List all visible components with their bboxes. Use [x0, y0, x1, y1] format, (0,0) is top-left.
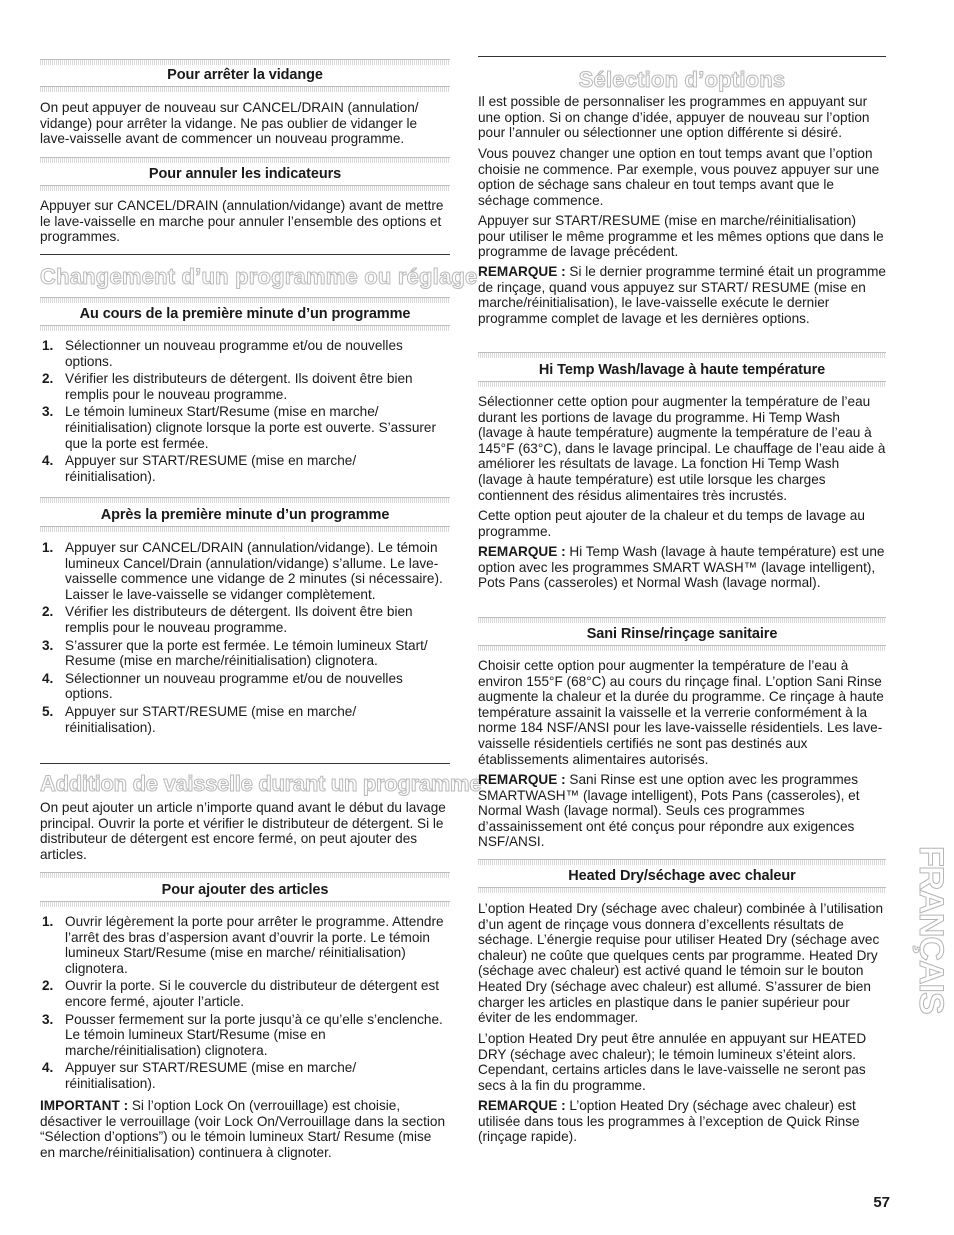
heading-rule [40, 254, 450, 255]
remark-note: REMARQUE : Sani Rinse est une option avec les programmes SMARTWASH™ (lavage intelligent), Pots Pans (casseroles), et Normal Wash (lavage normal). Seuls ces programmes d’assainissement ont été conçus pour répondre aux exigences NSF/ANSI. [478, 772, 860, 850]
remark-label: REMARQUE : [478, 1098, 566, 1113]
section-divider [40, 157, 450, 163]
list-item: 5. Appuyer sur START/RESUME (mise en marche/ réinitialisation). [42, 703, 357, 735]
section-divider [478, 859, 886, 865]
paragraph: On peut ajouter un article n’importe quand avant le début du lavage principal. Ouvrir la porte et vérifier le distributeur de détergent. Si le distributeur de détergent est encore fermé, on peut ajouter des articles. [40, 800, 446, 862]
section-divider [40, 901, 450, 907]
section-title: Hi Temp Wash/lavage à haute température [538, 362, 826, 378]
remark-note: REMARQUE : L’option Heated Dry (séchage avec chaleur) est utilisée dans tous les programmes à l’exception de Quick Rinse (rinçage rapide). [478, 1098, 860, 1145]
paragraph: Il est possible de personnaliser les programmes en appuyant sur une option. Si on change d’idée, appuyer de nouveau sur l’option pour l’annuler ou sélectionner une option différente si désiré. [478, 94, 870, 141]
paragraph: Choisir cette option pour augmenter la température de l’eau à environ 155°F (68°C) au cours du rinçage final. L’option Sani Rinse augmente la chaleur et la durée du programme. Ce rinçage à haute température assainit la vaisselle et la verrerie conformément à la norme 184 NSF/ANSI pour les lave-vaisselle résidentiels. Les lave-vaisselle résidentiels certifiés ne sont pas destinés aux établissements alimentaires autorisés. [478, 658, 884, 767]
section-divider [40, 526, 450, 532]
remark-label: REMARQUE : [478, 772, 566, 787]
section-title: Après la première minute d’un programme [100, 507, 390, 523]
list-item: 3. Le témoin lumineux Start/Resume (mise en marche/ réinitialisation) clignote lorsque la porte est ouverte. S’assurer que la porte est fermée. [42, 404, 436, 451]
list-item: 4. Appuyer sur START/RESUME (mise en marche/ réinitialisation). [42, 1060, 357, 1091]
paragraph: Appuyer sur START/RESUME (mise en marche/réinitialisation) pour utiliser le même programme et les mêmes options que dans le programme de lavage précédent. [478, 213, 884, 260]
page-number: 57 [873, 1194, 890, 1211]
list-item: 3. Pousser fermement sur la porte jusqu’à ce qu’elle s’enclenche. Le témoin lumineux Start/Resume (mise en marche/réinitialisation) clignotera. [42, 1011, 443, 1058]
numbered-list [40, 914, 450, 1092]
section-divider [40, 297, 450, 303]
remark-label: REMARQUE : [478, 544, 566, 559]
list-item: 4. Appuyer sur START/RESUME (mise en marche/ réinitialisation). [42, 453, 357, 484]
paragraph: Vous pouvez changer une option en tout temps avant que l’option choisie ne commence. Par exemple, vous pouvez appuyer sur une option de séchage sans chaleur en tout temps avant que le séchage commence. [478, 146, 880, 208]
list-item: 1. Appuyer sur CANCEL/DRAIN (annulation/vidange). Le témoin lumineux Cancel/Drain (annulation/vidange) s’allume. Le lave-vaisselle commence une vidange de 2 minutes (si nécessaire). Laisser le lave-vaisselle se vidanger complètement. [42, 540, 443, 602]
numbered-list [40, 540, 450, 735]
section-divider [40, 872, 450, 878]
heading-rule [40, 763, 450, 764]
section-divider [40, 59, 450, 65]
section-divider [478, 381, 886, 387]
section-title: Pour ajouter des articles [161, 882, 329, 898]
language-side-tab [896, 846, 950, 1096]
paragraph: Cette option peut ajouter de la chaleur et du temps de lavage au programme. [478, 508, 865, 539]
section-title: Sani Rinse/rinçage sanitaire [586, 626, 778, 642]
list-item: 2. Vérifier les distributeurs de détergent. Ils doivent être bien remplis pour le nouveau programme. [42, 371, 413, 402]
section-title: Pour arrêter la vidange [167, 67, 323, 83]
paragraph: Sélectionner cette option pour augmenter la température de l’eau durant les portions de lavage du programme. Hi Temp Wash (lavage à haute température) augmente la température de l’eau à 145°F (63°C), dans le lavage principal. Le chauffage de l’eau aide à améliorer les résultats de lavage. La fonction Hi Temp Wash (lavage à haute température) est utile lorsque les charges contiennent des résidus alimentaires très incrustés. [478, 394, 886, 503]
heading-option-selection: Sélection d’options [578, 67, 786, 92]
paragraph: L’option Heated Dry (séchage avec chaleur) combinée à l’utilisation d’un agent de rinçage vous donnera d’excellents résultats de séchage. L’énergie requise pour utiliser Heated Dry (séchage avec chaleur) ne coûte que quelques cents par programme. Heated Dry (séchage avec chaleur) est activé quand le témoin sur le bouton Heated Dry (séchage avec chaleur) est allumé. S’assurer de bien charger les articles en plastique dans le panier supérieur pour éviter de les endommager. [478, 901, 884, 1026]
important-note: IMPORTANT : Si l’option Lock On (verrouillage) est choisie, désactiver le verrouillage (voir Lock On/Verrouillage dans la section “Sélection d’options”) ou le témoin lumineux Start/ Resume (mise en marche/réinitialisation) continuera à clignoter. [40, 1098, 445, 1160]
section-divider [40, 325, 450, 331]
list-item: 3. S’assurer que la porte est fermée. Le témoin lumineux Start/ Resume (mise en marche/réinitialisation) clignotera. [42, 637, 428, 669]
list-item: 4. Sélectionner un nouveau programme et/ou de nouvelles options. [42, 670, 403, 702]
remark-note: REMARQUE : Si le dernier programme terminé était un programme de rinçage, quand vous appuyez sur START/ RESUME (mise en marche/réinitialisation), le lave-vaisselle exécute le dernier programme complet de lavage et les dernières options. [478, 264, 886, 326]
remark-label: REMARQUE : [478, 264, 566, 279]
section-title: Heated Dry/séchage avec chaleur [568, 868, 796, 884]
heading-change-program: Changement d’un programme ou réglage [40, 264, 478, 289]
section-divider [478, 887, 886, 893]
heading-add-dishes: Addition de vaisselle durant un programme [40, 771, 482, 796]
list-item: 1. Ouvrir légèrement la porte pour arrêter le programme. Attendre l’arrêt des bras d’aspersion avant d’ouvrir la porte. Le témoin lumineux Start/Resume (mise en marche/ réinitialisation) clignotera. [42, 914, 444, 976]
section-title: Au cours de la première minute d’un programme [79, 306, 411, 322]
side-tab-label: FRANÇAIS [912, 846, 950, 1014]
remark-note: REMARQUE : Hi Temp Wash (lavage à haute température) est une option avec les programmes SMART WASH™ (lavage intelligent), Pots Pans (casseroles) et Normal Wash (lavage normal). [478, 544, 885, 591]
list-item: 2. Ouvrir la porte. Si le couvercle du distributeur de détergent est encore fermé, ajouter l’article. [42, 978, 440, 1009]
section-divider [478, 617, 886, 623]
section-divider [40, 86, 450, 92]
section-title: Pour annuler les indicateurs [148, 166, 342, 182]
section-divider [40, 185, 450, 191]
paragraph: On peut appuyer de nouveau sur CANCEL/DRAIN (annulation/ vidange) pour arrêter la vidange. Ne pas oublier de vidanger le lave-vaisselle avant de commencer un nouveau programme. [40, 100, 419, 147]
list-item: 2. Vérifier les distributeurs de détergent. Ils doivent être bien remplis pour le nouveau programme. [42, 604, 413, 635]
important-label: IMPORTANT : [40, 1098, 129, 1113]
paragraph: Appuyer sur CANCEL/DRAIN (annulation/vidange) avant de mettre le lave-vaisselle en marche pour annuler l’ensemble des options et programmes. [40, 198, 444, 245]
list-item: 1. Sélectionner un nouveau programme et/ou de nouvelles options. [42, 338, 403, 369]
section-divider [478, 645, 886, 651]
section-divider [478, 352, 886, 358]
heading-rule [478, 56, 886, 57]
paragraph: L’option Heated Dry peut être annulée en appuyant sur HEATED DRY (séchage avec chaleur); le témoin lumineux s’éteint alors. Cependant, certains articles dans le lave-vaisselle ne seront pas secs à la fin du programme. [478, 1031, 867, 1093]
numbered-list [40, 338, 450, 484]
section-divider [40, 497, 450, 503]
